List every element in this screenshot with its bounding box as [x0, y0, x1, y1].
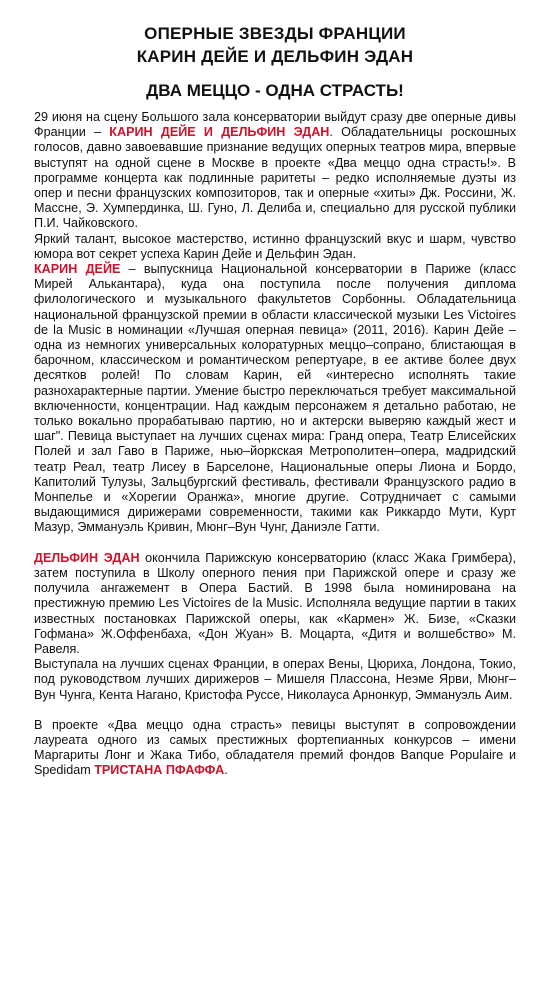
project-text-before: В проекте «Два меццо одна страсть» певицы выступят в сопровождении лауреата одного из самых престижных фортепианных конкурсов – имени Маргариты Лонг и Жака Тибо, обладателя премий фондов Banque Populaire и Spedidam: [34, 717, 516, 778]
delphine-paragraph: [34, 551, 516, 657]
title-line-1: ОПЕРНЫЕ ЗВЕЗДЫ ФРАНЦИИ: [144, 24, 406, 43]
delphine-name: ДЕЛЬФИН ЭДАН: [34, 550, 140, 565]
project-text-after: .: [224, 763, 228, 778]
paragraph-gap: [34, 536, 516, 551]
intro-text-before: 29 июня на сцену Большого зала консерватории выйдут сразу две оперные дивы Франции –: [34, 110, 516, 140]
intro-text-after: . Обладательницы роскошных голосов, давно завоевавшие признание ведущих оперных театров мира, впервые выступят на одной сцене в Москве в проекте «Два меццо одна страсть!». В программе концерта как подлинные раритеты – редко исполняемые дуэты из опер и песни французских композиторов, так и оперные «хиты» Дж. Россини, Ж. Массне, Э. Хумпердинка, Ш. Гуно, Л. Делиба и, специально для русской публики П.И. Чайковского.: [34, 125, 516, 231]
intro-paragraph: [34, 110, 516, 232]
intro-highlight-names: КАРИН ДЕЙЕ И ДЕЛЬФИН ЭДАН: [109, 125, 330, 140]
karine-text: – выпускница Национальной консерватории в Париже (класс Мирей Алькантара), куда она поступила после получения диплома филологического и музыкального факультетов Сорбонны. Обладательница национальной французской премии в области классической музыки Les Victoires de la Music в номинации «Лучшая оперная певица» (2011, 2016). Карин Дейе – одна из немногих универсальных колоратурных меццо–сопрано, блистающая в барочном, классическом и романтическом репертуаре, в ее активе более двух десятков ролей! По словам Карин, ей «интересно исполнять такие разнохарактерные партии. Умение быстро переключаться требует максимальной включенности, концентрации. Над каждым персонажем я детально работаю, не только вокально прорабатываю партию, но и актерски выверяю каждый жест и шаг". Певица выступает на лучших сценах мира: Гранд опера, Театр Елисейских Полей и зал Гаво в Париже, нью–йоркская Метрополитен–опера, мадридский театр Реал, театр Лисеу в Барселоне, Национальные оперы Лиона и Бордо, Капитолий Тулузы, Зальцбургский фестиваль, фестивали Французского радио в Монпелье и «Хорегии Оранжа», многие другие. Сотрудничает с самыми выдающимися дирижерами современности, такими как Риккардо Мути, Курт Мазур, Эммануэль Кривин, Мюнг–Вун Чунг, Даниэле Гатти.: [34, 262, 516, 535]
karine-paragraph: [34, 262, 516, 536]
page-title: [34, 22, 516, 68]
delphine-tours-paragraph: Выступала на лучших сценах Франции, в операх Вены, Цюриха, Лондона, Токио, под руководством лучших дирижеров – Мишеля Плассона, Неэме Ярви, Мюнг–Вун Чунга, Кента Нагано, Кристофа Руссе, Николауса Арнонкур, Эммануэль Аим.: [34, 657, 516, 702]
project-paragraph: [34, 718, 516, 779]
karine-name: КАРИН ДЕЙЕ: [34, 262, 121, 277]
page-subtitle: ДВА МЕЦЦО - ОДНА СТРАСТЬ!: [146, 81, 404, 100]
delphine-text: окончила Парижскую консерваторию (класс Жака Гримбера), затем поступила в Школу оперного пения при Парижской опере и сразу же получила ангажемент в Опера Бастий. В 1998 была номинирована на престижную премию Les Victoires de la Music. Исполняла ведущие партии в таких известных постановках Парижской оперы, как «Кармен» Ж. Бизе, «Сказки Гофмана» Ж.Оффенбаха, «Дон Жуан» В. Моцарта, «Дитя и волшебство» М. Равеля.: [34, 550, 516, 656]
project-highlight-name: ТРИСТАНА ПФАФФА: [94, 763, 225, 778]
article-body: [34, 110, 516, 779]
talent-paragraph: Яркий талант, высокое мастерство, истинно французский вкус и шарм, чувство юмора вот секрет успеха Карин Дейе и Дельфин Эдан.: [34, 231, 516, 261]
title-line-2: КАРИН ДЕЙЕ И ДЕЛЬФИН ЭДАН: [136, 47, 414, 66]
paragraph-gap: [34, 703, 516, 718]
